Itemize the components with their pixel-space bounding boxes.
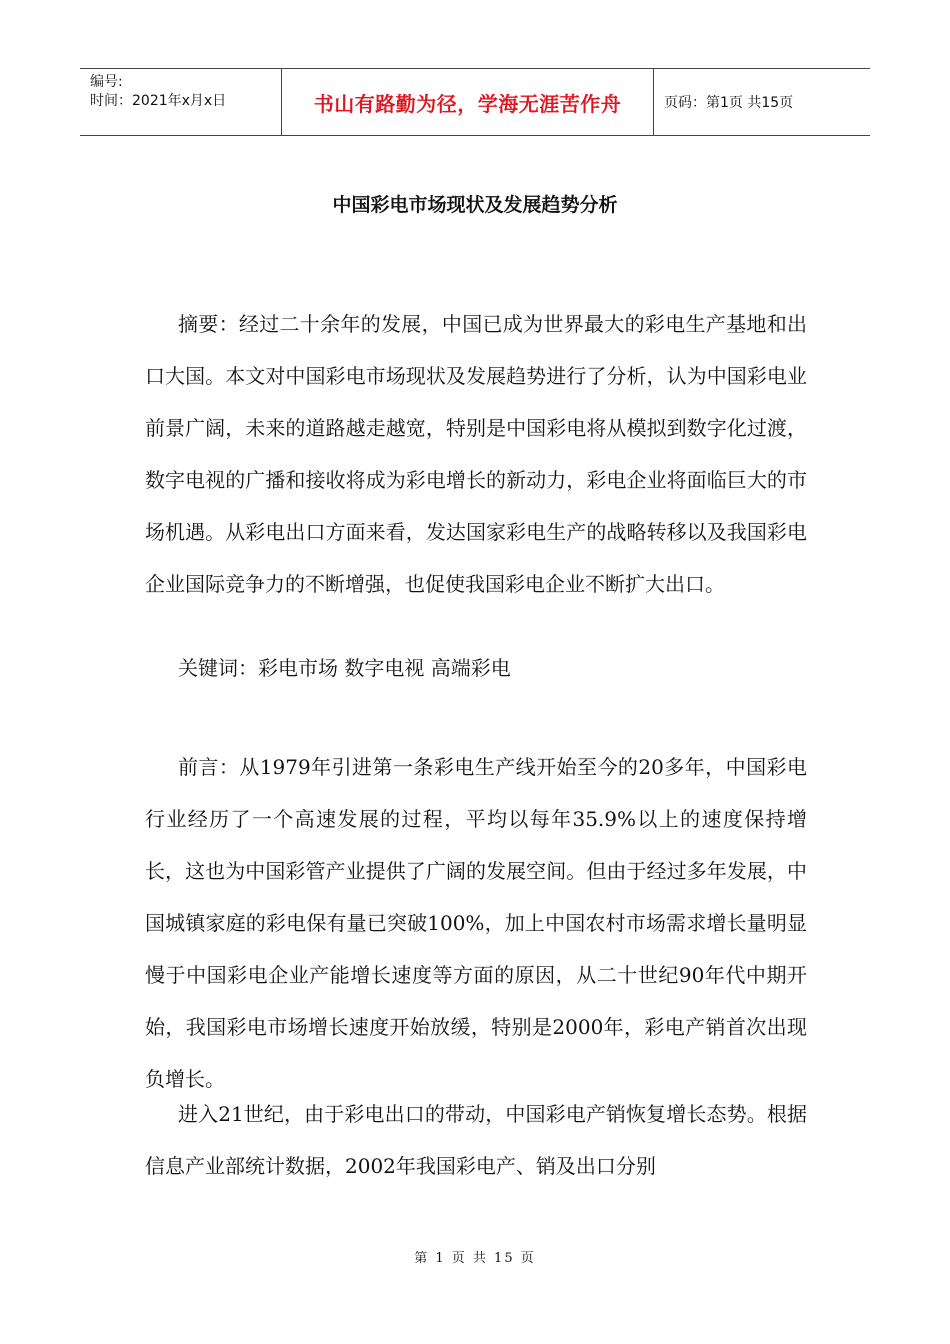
body-paragraph: 进入21世纪，由于彩电出口的带动，中国彩电产销恢复增长态势。根据信息产业部统计数据，2002年我国彩电产、销及出口分别 [145,1102,807,1178]
keywords-line: 关键词：彩电市场 数字电视 高端彩电 [178,656,511,680]
header-page-info: 页码：第1页 共15页 [664,95,794,111]
header-meta [80,69,282,135]
document-number-label: 编号: [90,74,123,90]
preface-paragraph: 前言：从1979年引进第一条彩电生产线开始至今的20多年，中国彩电行业经历了一个高速发展的过程，平均以每年35.9%以上的速度保持增长，这也为中国彩管产业提供了广阔的发展空间。但由于经过多年发展，中国城镇家庭的彩电保有量已突破100%，加上中国农村市场需求增长量明显慢于中国彩电企业产能增长速度等方面的原因，从二十世纪90年代中期开始，我国彩电市场增长速度开始放缓，特别是2000年，彩电产销首次出现负增长。 [145,755,807,1091]
page-header [80,68,870,136]
abstract-paragraph: 摘要：经过二十余年的发展，中国已成为世界最大的彩电生产基地和出口大国。本文对中国彩电市场现状及发展趋势进行了分析，认为中国彩电业前景广阔，未来的道路越走越宽，特别是中国彩电将从模拟到数字化过渡，数字电视的广播和接收将成为彩电增长的新动力，彩电企业将面临巨大的市场机遇。从彩电出口方面来看，发达国家彩电生产的战略转移以及我国彩电企业国际竞争力的不断增强，也促使我国彩电企业不断扩大出口。 [145,312,807,596]
page-footer: 第 1 页 共 15 页 [414,1251,536,1266]
header-motto: 书山有路勤为径，学海无涯苦作舟 [282,69,654,135]
document-title: 中国彩电市场现状及发展趋势分析 [332,194,618,216]
document-date: 时间：2021年x月x日 [90,93,227,109]
